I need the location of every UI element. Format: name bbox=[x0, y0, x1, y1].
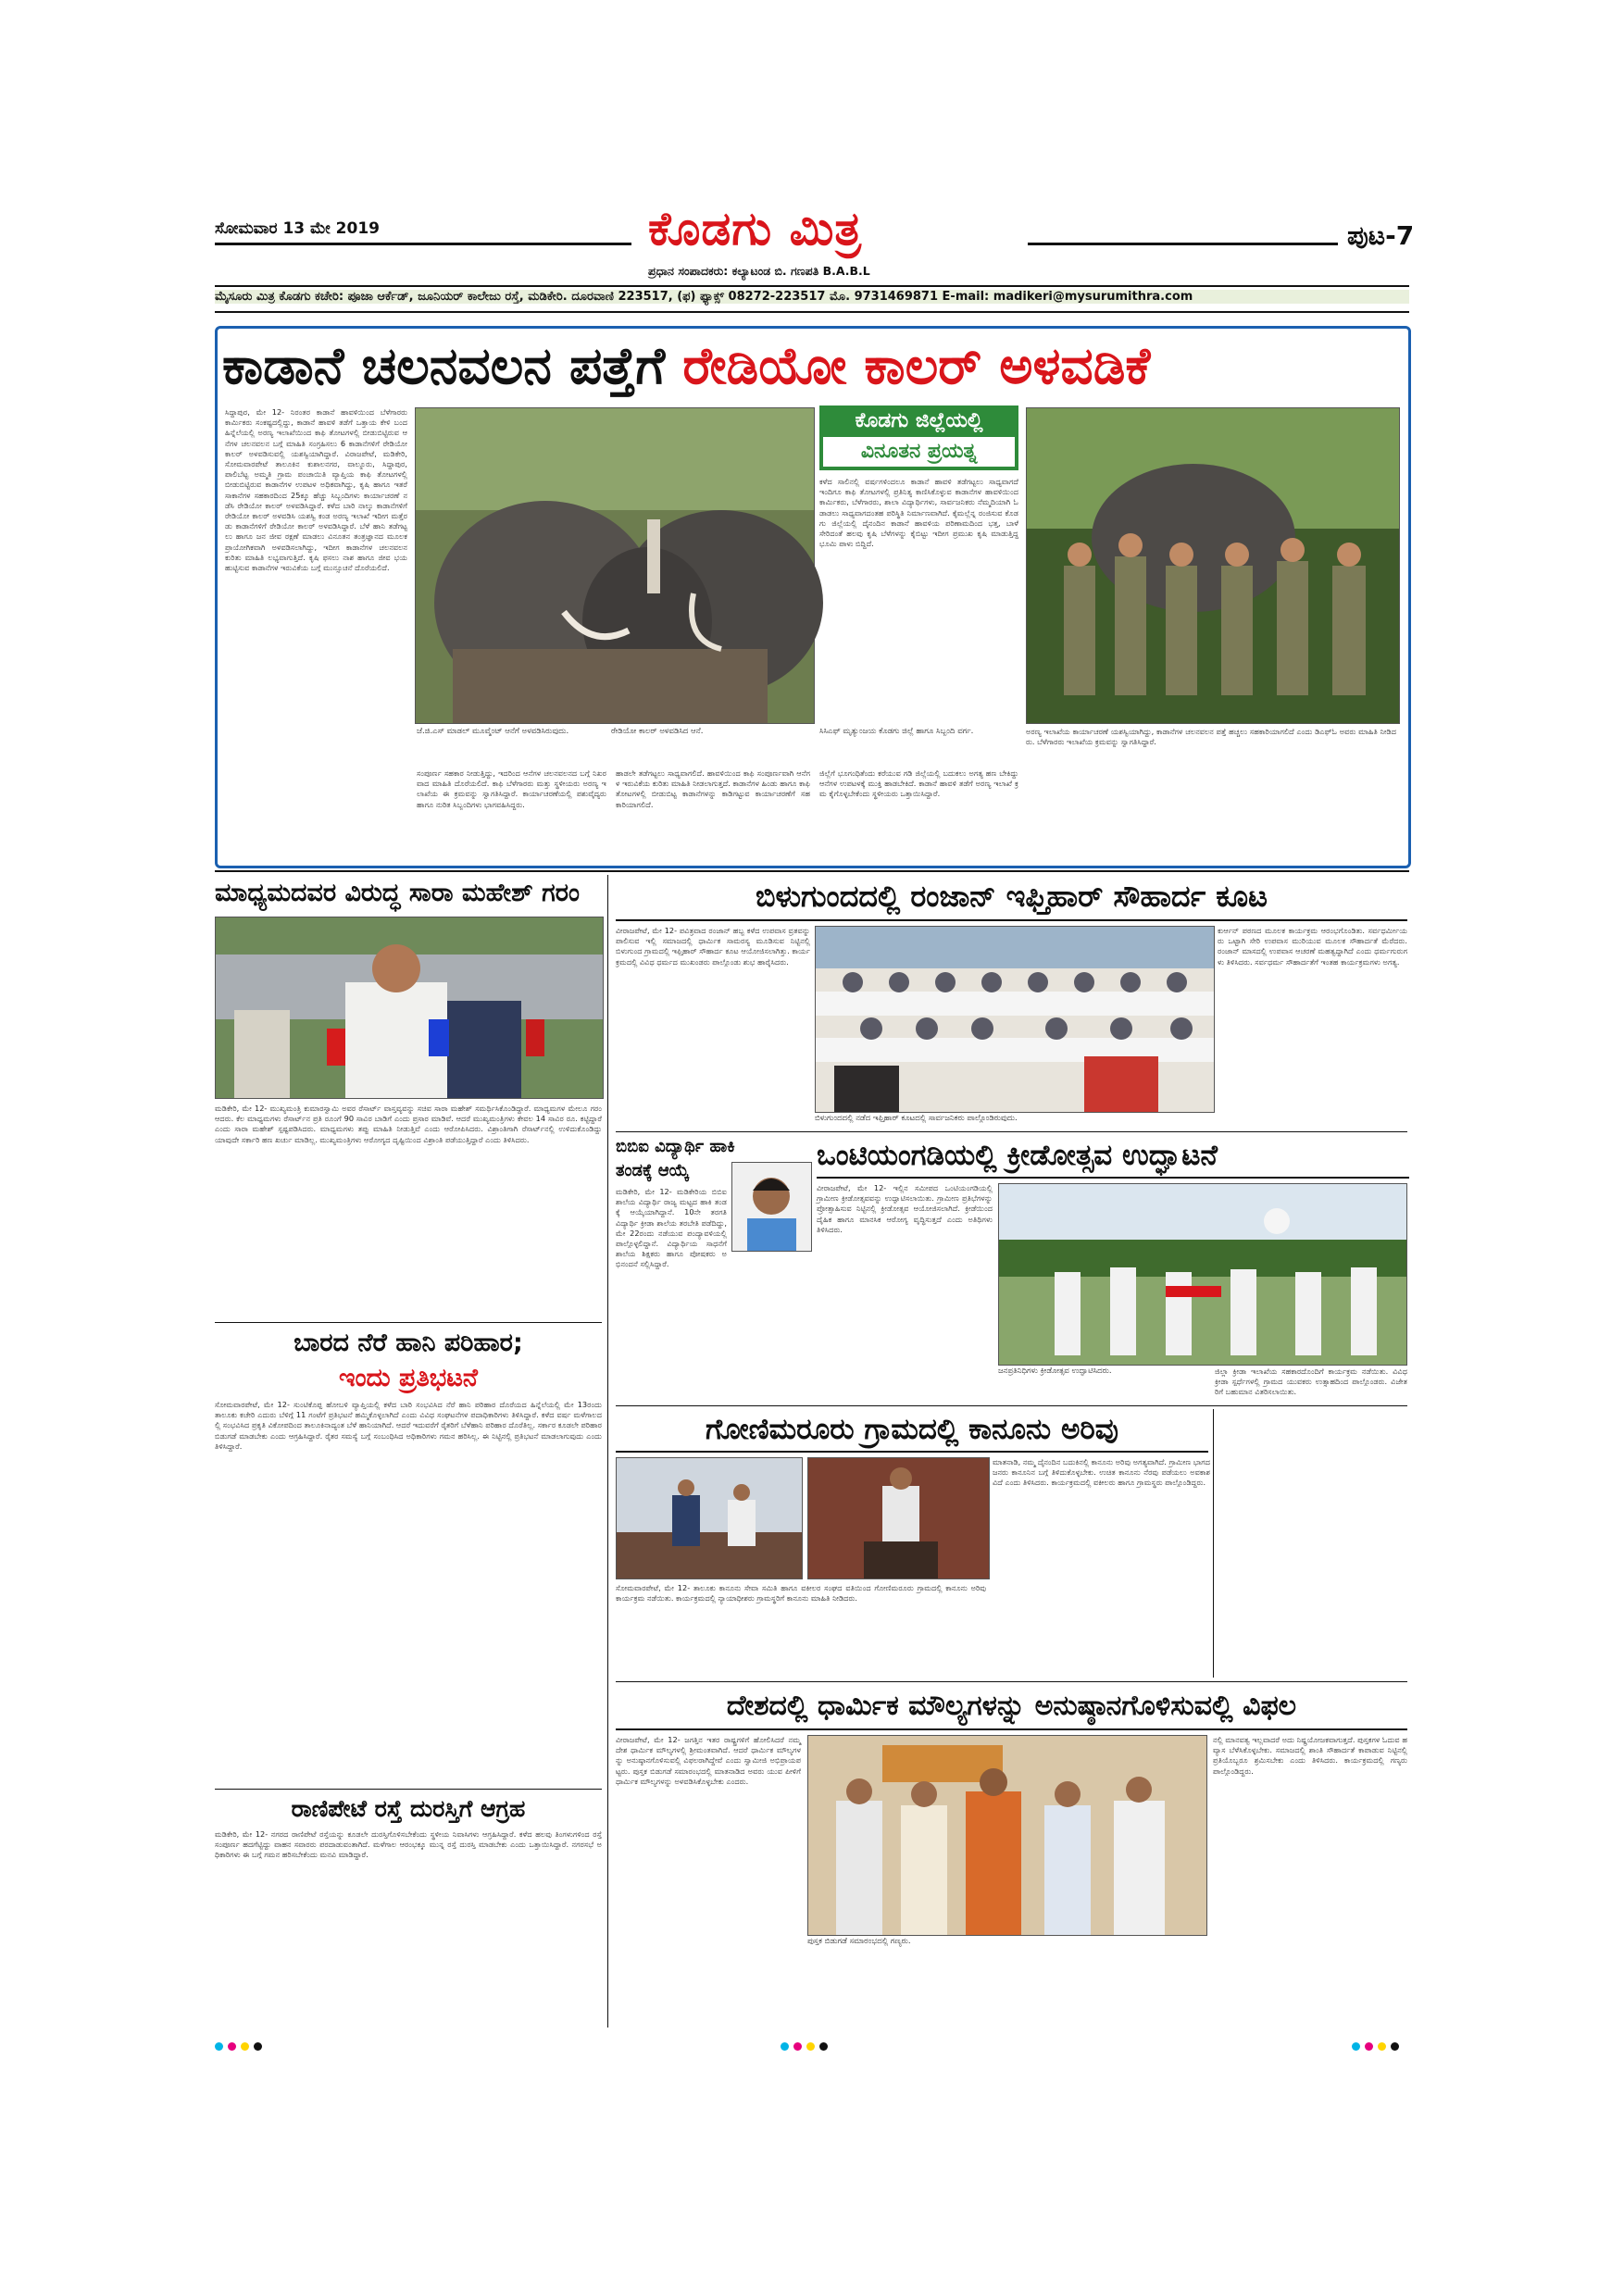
issue-date: ಸೋಮವಾರ 13 ಮೇ 2019 bbox=[215, 219, 380, 238]
section-rule-3 bbox=[215, 1789, 602, 1790]
lead-photo-2-caption: ರೇಡಿಯೋ ಕಾಲರ್ ಅಳವಡಿಸಿದ ಆನೆ. bbox=[611, 727, 704, 736]
masthead-rule-left bbox=[215, 243, 631, 245]
baradanere-headline-2: ಇಂದು ಪ್ರತಿಭಟನೆ bbox=[339, 1364, 478, 1392]
values-caption: ಪುಸ್ತಕ ಬಿಡುಗಡೆ ಸಮಾರಂಭದಲ್ಲಿ ಗಣ್ಯರು. bbox=[807, 1937, 911, 1946]
lead-photo-1-caption: ಜೆ.ಜಿ.ಎಸ್ ಮಾಡಲ್ ಮೂವ್ಮೆಂಟ್ ಆನೆಗೆ ಅಳವಡಿಸಿರುವುದು. bbox=[417, 727, 569, 736]
lead-badge bbox=[819, 406, 1018, 470]
officials-photo bbox=[1026, 407, 1400, 724]
values-rule bbox=[616, 1728, 1407, 1730]
values-photo bbox=[807, 1735, 1207, 1936]
registration-dots-right bbox=[1352, 2037, 1404, 2054]
sports-caption: ಜನಪ್ರತಿನಿಧಿಗಳು ಕ್ರೀಡೋತ್ಸವ ಉದ್ಘಾಟಿಸಿದರು. bbox=[998, 1366, 1112, 1376]
ranipet-body: ಮಡಿಕೇರಿ, ಮೇ 12- ನಗರದ ರಾಣಿಪೇಟೆ ರಸ್ತೆಯನ್ನು ಕೂಡಲೇ ದುರಸ್ತಿಗೊಳಿಸಬೇಕೆಂದು ಸ್ಥಳೀಯ ನಿವಾಸಿಗಳು ಆಗ್ರಹಿಸಿದ್ದಾರೆ. ಕಳೆದ ಹಲವು ತಿಂಗಳುಗಳಿಂದ ರಸ್ತೆ ಸಂಪೂರ್ಣ ಹದಗೆಟ್ಟಿದ್ದು ವಾಹನ ಸವಾರರು ಪರದಾಡುವಂತಾಗಿದೆ. ಮಳೆಗಾಲ ಆರಂಭಕ್ಕೂ ಮುನ್ನ ರಸ್ತೆ ದುರಸ್ತಿ ಮಾಡಬೇಕು ಎಂದು ಒತ್ತಾಯಿಸಿದ್ದಾರೆ. ನಗರಸಭೆ ಅಧಿಕಾರಿಗಳು ಈ ಬಗ್ಗೆ ಗಮನ ಹರಿಸಬೇಕೆಂದು ಮನವಿ ಮಾಡಿದ್ದಾರೆ. bbox=[215, 1829, 602, 1860]
strip-bottom-rule bbox=[215, 311, 1409, 313]
section-rule-6 bbox=[616, 1681, 1407, 1682]
elephants-image bbox=[416, 408, 814, 723]
law-rule bbox=[616, 1451, 1208, 1453]
saramahesh-headline: ಮಾಧ್ಯಮದವರ ವಿರುದ್ಧ ಸಾರಾ ಮಹೇಶ್ ಗರಂ bbox=[215, 879, 580, 907]
lead-col-6: ಅರಣ್ಯ ಇಲಾಖೆಯ ಕಾರ್ಯಾಚರಣೆ ಯಶಸ್ವಿಯಾಗಿದ್ದು, ಕಾಡಾನೆಗಳ ಚಲನವಲನ ಪತ್ತೆ ಹಚ್ಚಲು ಸಹಕಾರಿಯಾಗಲಿದೆ ಎಂದು ಡಿಎಫ್‌ಓ ಅವರು ಮಾಹಿತಿ ನೀಡಿದರು. ಬೆಳೆಗಾರರು ಇಲಾಖೆಯ ಕ್ರಮವನ್ನು ಸ್ವಾಗತಿಸಿದ್ದಾರೆ. bbox=[1026, 727, 1396, 747]
law-photo-2 bbox=[807, 1457, 990, 1579]
law-headline: ಗೋಣಿಮರೂರು ಗ್ರಾಮದಲ್ಲಿ ಕಾನೂನು ಅರಿವು bbox=[705, 1413, 1119, 1446]
lead-badge-line1: ಕೊಡಗು ಜಿಲ್ಲೆಯಲ್ಲಿ bbox=[855, 409, 983, 432]
section-rule-5 bbox=[616, 1405, 1407, 1406]
sports-inauguration-image bbox=[999, 1184, 1406, 1365]
iftar-photo bbox=[815, 926, 1215, 1113]
iftar-gathering-image bbox=[816, 927, 1214, 1112]
iftar-body-right: ಕುರ್ಆನ್ ಪಠಣದ ಮೂಲಕ ಕಾರ್ಯಕ್ರಮ ಆರಂಭಗೊಂಡಿತು. ಸರ್ವಧರ್ಮೀಯರು ಒಟ್ಟಾಗಿ ಸೇರಿ ಉಪವಾಸ ಮುರಿಯುವ ಮೂಲಕ ಸೌಹಾರ್ದತೆ ಮೆರೆದರು. ರಂಜಾನ್ ಮಾಸದಲ್ಲಿ ಉಪವಾಸ ಆಚರಣೆ ಮಹತ್ವದ್ದಾಗಿದೆ ಎಂದು ಧರ್ಮಗುರುಗಳು ತಿಳಿಸಿದರು. ಸರ್ವಧರ್ಮ ಸೌಹಾರ್ದತೆಗೆ ಇಂತಹ ಕಾರ್ಯಕ್ರಮಗಳು ಅಗತ್ಯ. bbox=[1218, 926, 1407, 967]
baradanere-body: ಸೋಮವಾರಪೇಟೆ, ಮೇ 12- ಸುಂಟಿಕೊಪ್ಪ ಹೋಬಳಿ ವ್ಯಾಪ್ತಿಯಲ್ಲಿ ಕಳೆದ ಬಾರಿ ಸಂಭವಿಸಿದ ನೆರೆ ಹಾನಿ ಪರಿಹಾರ ದೊರೆಯದ ಹಿನ್ನೆಲೆಯಲ್ಲಿ ಮೇ 13ರಂದು ತಾಲೂಕು ಕಚೇರಿ ಎದುರು ಬೆಳಿಗ್ಗೆ 11 ಗಂಟೆಗೆ ಪ್ರತಿಭಟನೆ ಹಮ್ಮಿಕೊಳ್ಳಲಾಗಿದೆ ಎಂದು ವಿವಿಧ ಸಂಘಟನೆಗಳ ಪದಾಧಿಕಾರಿಗಳು ತಿಳಿಸಿದ್ದಾರೆ. ಕಳೆದ ವರ್ಷ ಮಳೆಗಾಲದಲ್ಲಿ ಸಂಭವಿಸಿದ ಪ್ರಕೃತಿ ವಿಕೋಪದಿಂದ ತಾಲೂಕಿನಾದ್ಯಂತ ಬೆಳೆ ಹಾನಿಯಾಗಿದೆ. ಆದರೆ ಇದುವರೆಗೆ ರೈತರಿಗೆ ಬೆಳೆಹಾನಿ ಪರಿಹಾರ ದೊರೆತಿಲ್ಲ. ಸರ್ಕಾರ ಕೂಡಲೇ ಪರಿಹಾರ ಬಿಡುಗಡೆ ಮಾಡಬೇಕು ಎಂದು ಆಗ್ರಹಿಸಿದ್ದಾರೆ. ರೈತರ ಸಮಸ್ಯೆ ಬಗ್ಗೆ ಸಂಬಂಧಿಸಿದ ಅಧಿಕಾರಿಗಳು ಗಮನ ಹರಿಸಿಲ್ಲ. ಈ ನಿಟ್ಟಿನಲ್ಲಿ ಪ್ರತಿಭಟನೆ ಮಾಡಲಾಗುವುದು ಎಂದು ತಿಳಿಸಿದ್ದಾರೆ. bbox=[215, 1400, 602, 1451]
student-headline-1: ಬಿಬಿಐ ವಿದ್ಯಾರ್ಥಿ ಹಾಕಿ bbox=[616, 1137, 735, 1156]
minister-press-image bbox=[216, 917, 603, 1098]
values-body-2: ನಲ್ಲಿ ಮಾನವತ್ವ ಇಲ್ಲವಾದರೆ ಅದು ನಿಷ್ಪ್ರಯೋಜಕವಾಗುತ್ತದೆ. ಪುಸ್ತಕಗಳ ಓದುವ ಹವ್ಯಾಸ ಬೆಳೆಸಿಕೊಳ್ಳಬೇಕು. ಸಮಾಜದಲ್ಲಿ ಶಾಂತಿ ಸೌಹಾರ್ದತೆ ಕಾಪಾಡುವ ನಿಟ್ಟಿನಲ್ಲಿ ಪ್ರತಿಯೊಬ್ಬರೂ ಶ್ರಮಿಸಬೇಕು ಎಂದು ತಿಳಿಸಿದರು. ಕಾರ್ಯಕ್ರಮದಲ್ಲಿ ಗಣ್ಯರು ಪಾಲ್ಗೊಂಡಿದ್ದರು. bbox=[1213, 1735, 1407, 1776]
sports-headline: ಒಂಟಿಯಂಗಡಿಯಲ್ಲಿ ಕ್ರೀಡೋತ್ಸವ ಉದ್ಘಾಟನೆ bbox=[817, 1139, 1218, 1172]
law-event-stage-image bbox=[617, 1458, 802, 1578]
iftar-headline: ಬಿಳುಗುಂದದಲ್ಲಿ ರಂಜಾನ್ ಇಫ್ತಿಹಾರ್ ಸೌಹಾರ್ದ ಕೂಟ bbox=[755, 879, 1268, 914]
iftar-body-left: ವೀರಾಜಪೇಟೆ, ಮೇ 12- ಪವಿತ್ರವಾದ ರಂಜಾನ್ ಹಬ್ಬ ಕಳೆದ ಉಪವಾಸ ವ್ರತವನ್ನು ಪಾಲಿಸುವ ಇಲ್ಲಿ ಸಮಾಜದಲ್ಲಿ ಧಾರ್ಮಿಕ ಸಾಮರಸ್ಯ ಮೂಡಿಸುವ ನಿಟ್ಟಿನಲ್ಲಿ ಬಿಳುಗುಂದ ಗ್ರಾಮದಲ್ಲಿ ಇಫ್ತಿಹಾರ್ ಸೌಹಾರ್ದ ಕೂಟ ಆಯೋಜಿಸಲಾಗಿತ್ತು. ಕಾರ್ಯಕ್ರಮದಲ್ಲಿ ವಿವಿಧ ಧರ್ಮದ ಮುಖಂಡರು ಪಾಲ್ಗೊಂಡು ಶುಭ ಹಾರೈಸಿದರು. bbox=[616, 926, 810, 967]
sports-rule bbox=[817, 1177, 1409, 1179]
student-headline-2: ತಂಡಕ್ಕೆ ಆಯ್ಕೆ bbox=[616, 1161, 690, 1180]
baradanere-headline-1: ಬಾರದ ನೆರೆ ಹಾನಿ ಪರಿಹಾರ; bbox=[294, 1329, 523, 1357]
lead-badge-line2: ವಿನೂತನ ಪ್ರಯತ್ನ bbox=[823, 437, 1015, 467]
ranipet-headline: ರಾಣಿಪೇಟೆ ರಸ್ತೆ ದುರಸ್ತಿಗೆ ಆಗ್ರಹ bbox=[291, 1795, 526, 1822]
section-rule-4 bbox=[616, 1131, 1407, 1132]
values-body: ವೀರಾಜಪೇಟೆ, ಮೇ 12- ಜಗತ್ತಿನ ಇತರ ರಾಷ್ಟ್ರಗಳಿಗೆ ಹೋಲಿಸಿದರೆ ನಮ್ಮ ದೇಶ ಧಾರ್ಮಿಕ ಮೌಲ್ಯಗಳಲ್ಲಿ ಶ್ರೀಮಂತವಾಗಿದೆ. ಆದರೆ ಧಾರ್ಮಿಕ ಮೌಲ್ಯಗಳನ್ನು ಅನುಷ್ಠಾನಗೊಳಿಸುವಲ್ಲಿ ವಿಫಲರಾಗಿದ್ದೇವೆ ಎಂದು ಸ್ವಾಮೀಜಿ ಅಭಿಪ್ರಾಯಪಟ್ಟರು. ಪುಸ್ತಕ ಬಿಡುಗಡೆ ಸಮಾರಂಭದಲ್ಲಿ ಮಾತನಾಡಿದ ಅವರು ಯುವ ಪೀಳಿಗೆ ಧಾರ್ಮಿಕ ಮೌಲ್ಯಗಳನ್ನು ಅಳವಡಿಸಿಕೊಳ್ಳಬೇಕು ಎಂದರು. bbox=[616, 1735, 801, 1786]
lead-col-3: ಹಾಡಲೇ ತಡೆಗಟ್ಟಲು ಸಾಧ್ಯವಾಗಲಿದೆ. ಹಾವಳಿಯಿಂದ ಕಾಫಿ ಸಂಪೂರ್ಣವಾಗಿ ಆನೆಗಳ ಇರುವಿಕೆಯ ಕುರಿತು ಮಾಹಿತಿ ನೀಡಲಾಗುತ್ತದೆ. ಕಾಡಾನೆಗಳ ಹಿಂಡು ಹಾಗೂ ಕಾಫಿ ತೋಟಗಳಲ್ಲಿ ಬೀಡುಬಿಟ್ಟ ಕಾಡಾನೆಗಳನ್ನು ಕಾಡಿಗಟ್ಟುವ ಕಾರ್ಯಾಚರಣೆಗೆ ಸಹಕಾರಿಯಾಗಲಿದೆ. bbox=[616, 768, 810, 809]
forest-officials-image bbox=[1027, 408, 1399, 723]
page-number: ಪುಟ-7 bbox=[1347, 220, 1415, 251]
sports-body: ವೀರಾಜಪೇಟೆ, ಮೇ 12- ಇಲ್ಲಿನ ಸಮೀಪದ ಒಂಟಿಯಂಗಡಿಯಲ್ಲಿ ಗ್ರಾಮೀಣ ಕ್ರೀಡೋತ್ಸವವನ್ನು ಉದ್ಘಾಟಿಸಲಾಯಿತು. ಗ್ರಾಮೀಣ ಪ್ರತಿಭೆಗಳನ್ನು ಪ್ರೋತ್ಸಾಹಿಸುವ ನಿಟ್ಟಿನಲ್ಲಿ ಕ್ರೀಡೋತ್ಸವ ಆಯೋಜಿಸಲಾಗಿದೆ. ಕ್ರೀಡೆಯಿಂದ ದೈಹಿಕ ಹಾಗೂ ಮಾನಸಿಕ ಆರೋಗ್ಯ ವೃದ್ಧಿಸುತ್ತದೆ ಎಂದು ಅತಿಥಿಗಳು ತಿಳಿಸಿದರು. bbox=[817, 1183, 993, 1234]
lead-headline bbox=[222, 333, 1398, 398]
book-release-image bbox=[808, 1736, 1206, 1935]
registration-dots-center bbox=[781, 2037, 832, 2054]
press-meet-photo bbox=[215, 917, 604, 1099]
iftar-caption: ಬಿಳುಗುಂದದಲ್ಲಿ ನಡೆದ ಇಫ್ತಿಹಾರ್ ಕೂಟದಲ್ಲಿ ಸಾರ್ವಜನಿಕರು ಪಾಲ್ಗೊಂಡಿರುವುದು. bbox=[815, 1114, 1018, 1123]
lead-col-2: ಸಂಪೂರ್ಣ ಸಹಕಾರ ನೀಡುತ್ತಿದ್ದು, ಇದರಿಂದ ಆನೆಗಳ ಚಲನವಲನದ ಬಗ್ಗೆ ನಿಖರವಾದ ಮಾಹಿತಿ ದೊರೆಯಲಿದೆ. ಕಾಫಿ ಬೆಳೆಗಾರರು ಮತ್ತು ಸ್ಥಳೀಯರು ಅರಣ್ಯ ಇಲಾಖೆಯ ಈ ಕ್ರಮವನ್ನು ಸ್ವಾಗತಿಸಿದ್ದಾರೆ. ಕಾರ್ಯಾಚರಣೆಯಲ್ಲಿ ಪಶುವೈದ್ಯರು ಹಾಗೂ ನುರಿತ ಸಿಬ್ಬಂದಿಗಳು ಭಾಗವಹಿಸಿದ್ದರು. bbox=[417, 768, 606, 809]
lead-headline-black: ಕಾಡಾನೆ ಚಲನವಲನ ಪತ್ತೆಗೆ bbox=[222, 336, 666, 395]
masthead-rule-right bbox=[1028, 243, 1338, 245]
elephant-photo-1 bbox=[415, 407, 815, 724]
law-speaker-image bbox=[808, 1458, 989, 1578]
values-headline: ದೇಶದಲ್ಲಿ ಧಾರ್ಮಿಕ ಮೌಲ್ಯಗಳನ್ನು ಅನುಷ್ಠಾನಗೊಳಿಸುವಲ್ಲಿ ವಿಫಲ bbox=[726, 1690, 1297, 1722]
strip-top-rule bbox=[215, 285, 1409, 287]
sports-side: ಜಿಲ್ಲಾ ಕ್ರೀಡಾ ಇಲಾಖೆಯ ಸಹಕಾರದೊಂದಿಗೆ ಕಾರ್ಯಕ್ರಮ ನಡೆಯಿತು. ವಿವಿಧ ಕ್ರೀಡಾ ಸ್ಪರ್ಧೆಗಳಲ್ಲಿ ಗ್ರಾಮದ ಯುವಕರು ಉತ್ಸಾಹದಿಂದ ಪಾಲ್ಗೊಂಡರು. ವಿಜೇತರಿಗೆ ಬಹುಮಾನ ವಿತರಿಸಲಾಯಿತು. bbox=[1215, 1366, 1407, 1397]
section-rule-1 bbox=[215, 870, 1409, 872]
student-photo bbox=[731, 1162, 812, 1252]
newspaper-title: ಕೊಡಗು ಮಿತ್ರ bbox=[648, 202, 863, 256]
registration-dots-left bbox=[215, 2037, 267, 2054]
student-portrait-image bbox=[732, 1163, 811, 1251]
column-separator-left bbox=[607, 875, 608, 2028]
saramahesh-body: ಮಡಿಕೇರಿ, ಮೇ 12- ಮುಖ್ಯಮಂತ್ರಿ ಕುಮಾರಸ್ವಾಮಿ ಅವರ ರೆಸಾರ್ಟ್ ವಾಸ್ತವ್ಯವನ್ನು ಸಚಿವ ಸಾರಾ ಮಹೇಶ್ ಸಮರ್ಥಿಸಿಕೊಂಡಿದ್ದಾರೆ. ಮಾಧ್ಯಮಗಳ ಮೇಲೂ ಗರಂ ಆದರು. ಕೆಲ ಮಾಧ್ಯಮಗಳು ರೆಸಾರ್ಟ್‌ನ ಪ್ರತಿ ರೂಂಗೆ 90 ಸಾವಿರ ಬಾಡಿಗೆ ಎಂದು ಪ್ರಸಾರ ಮಾಡಿವೆ. ಆದರೆ ಮುಖ್ಯಮಂತ್ರಿಗಳು ಕೇವಲ 14 ಸಾವಿರ ರೂ. ಕಟ್ಟಿದ್ದಾರೆ ಎಂದು ಸಾರಾ ಮಹೇಶ್ ಸ್ಪಷ್ಟಪಡಿಸಿದರು. ಮಾಧ್ಯಮಗಳು ತಪ್ಪು ಮಾಹಿತಿ ನೀಡುತ್ತಿವೆ ಎಂದು ಆರೋಪಿಸಿದರು. ವಿಶ್ರಾಂತಿಗಾಗಿ ರೆಸಾರ್ಟ್‌ನಲ್ಲಿ ಉಳಿದುಕೊಂಡಿದ್ದು ಯಾವುದೇ ಸರ್ಕಾರಿ ಹಣ ಖರ್ಚು ಮಾಡಿಲ್ಲ. ಮುಖ್ಯಮಂತ್ರಿಗಳು ಆರೋಗ್ಯದ ದೃಷ್ಟಿಯಿಂದ ವಿಶ್ರಾಂತಿ ಪಡೆಯುತ್ತಿದ್ದಾರೆ ಎಂದು ತಿಳಿಸಿದರು. bbox=[215, 1104, 602, 1144]
lead-col-5: ಜಿಲ್ಲೆಗೆ ಭೂಗಂಧಿತೆಂದು ಕರೆಯುವ ಗಡಿ ಜಿಲ್ಲೆಯಲ್ಲಿ ಬದುಕಲು ಅಗತ್ಯ ಹಣ ಬೇಕಿದ್ದು ಆನೆಗಳ ಉಪಟಳಕ್ಕೆ ಮುಕ್ತಿ ಹಾಡಬೇಕಿದೆ. ಕಾಡಾನೆ ಹಾವಳಿ ತಡೆಗೆ ಅರಣ್ಯ ಇಲಾಖೆ ಕ್ರಮ ಕೈಗೊಳ್ಳಬೇಕೆಂದು ಸ್ಥಳೀಯರು ಒತ್ತಾಯಿಸಿದ್ದಾರೆ. bbox=[819, 768, 1018, 799]
student-body-cont bbox=[616, 1261, 810, 1400]
values-body-cont bbox=[807, 1953, 1206, 2023]
lead-col-4: ಕಳೆದ ಸಾಲಿನಲ್ಲಿ ವರ್ಷಗಳಿಂದಲೂ ಕಾಡಾನೆ ಹಾವಳಿ ತಡೆಗಟ್ಟಲು ಸಾಧ್ಯವಾಗದೆ ಇಂದಿಗೂ ಕಾಫಿ ತೋಟಗಳಲ್ಲಿ ಪ್ರತಿನಿತ್ಯ ಕಾಣಿಸಿಕೊಳ್ಳುವ ಕಾಡಾನೆಗಳ ಹಾವಳಿಯಿಂದ ಕಾರ್ಮಿಕರು, ಬೆಳೆಗಾರರು, ಶಾಲಾ ವಿದ್ಯಾರ್ಥಿಗಳು, ಸಾರ್ವಜನಿಕರು ನೆಮ್ಮದಿಯಾಗಿ ಓಡಾಡಲು ಸಾಧ್ಯವಾಗದಂತಹ ಪರಿಸ್ಥಿತಿ ನಿರ್ಮಾಣವಾಗಿದೆ. ಕೈಮಲ್ಲೆನ್ನ ರಂಜಿಸುವ ಕೊಡಗು ಜಿಲ್ಲೆಯಲ್ಲಿ ದೈನಂದಿನ ಕಾಡಾನೆ ಹಾವಳಿಯ ಪರಿಣಾಮದಿಂದ ಭತ್ತ, ಬಾಳೆ ಸೇರಿದಂತೆ ಹಲವು ಕೃಷಿ ಬೆಳೆಗಳನ್ನು ಕೈಬಿಟ್ಟು ಇದೀಗ ಪ್ರಮುಖ ಕೃಷಿ ಮಾಡುತ್ತಿದ್ದ ಭೂಮಿ ಪಾಳು ಬಿದ್ದಿದೆ. bbox=[819, 477, 1018, 549]
student-body: ಮಡಿಕೇರಿ, ಮೇ 12- ಮಡಿಕೇರಿಯ ಬಿಬಿಐ ಶಾಲೆಯ ವಿದ್ಯಾರ್ಥಿ ರಾಜ್ಯ ಮಟ್ಟದ ಹಾಕಿ ತಂಡಕ್ಕೆ ಆಯ್ಕೆಯಾಗಿದ್ದಾನೆ. 10ನೇ ತರಗತಿ ವಿದ್ಯಾರ್ಥಿ ಕ್ರೀಡಾ ಶಾಲೆಯ ತರಬೇತಿ ಪಡೆದಿದ್ದು, ಮೇ 22ರಂದು ನಡೆಯುವ ಪಂದ್ಯಾವಳಿಯಲ್ಲಿ ಪಾಲ್ಗೊಳ್ಳಲಿದ್ದಾನೆ. ವಿದ್ಯಾರ್ಥಿಯ ಸಾಧನೆಗೆ ಶಾಲೆಯ ಶಿಕ್ಷಕರು ಹಾಗೂ ಪೋಷಕರು ಅಭಿನಂದನೆ ಸಲ್ಲಿಸಿದ್ದಾರೆ. bbox=[616, 1187, 727, 1269]
law-body: ಸೋಮವಾರಪೇಟೆ, ಮೇ 12- ತಾಲೂಕು ಕಾನೂನು ಸೇವಾ ಸಮಿತಿ ಹಾಗೂ ವಕೀಲರ ಸಂಘದ ವತಿಯಿಂದ ಗೋಣಿಮರೂರು ಗ್ರಾಮದಲ್ಲಿ ಕಾನೂನು ಅರಿವು ಕಾರ್ಯಕ್ರಮ ನಡೆಯಿತು. ಕಾರ್ಯಕ್ರಮದಲ್ಲಿ ನ್ಯಾಯಾಧೀಶರು ಗ್ರಾಮಸ್ಥರಿಗೆ ಕಾನೂನು ಮಾಹಿತಿ ನೀಡಿದರು. bbox=[616, 1583, 986, 1603]
iftar-rule bbox=[616, 919, 1407, 921]
section-rule-2 bbox=[215, 1322, 602, 1323]
lead-col-1: ಸಿದ್ದಾಪುರ, ಮೇ 12- ನಿರಂತರ ಕಾಡಾನೆ ಹಾವಳಿಯಿಂದ ಬೆಳೆಗಾರರು ಕಾರ್ಮಿಕರು ಸಂಕಷ್ಟದಲ್ಲಿದ್ದು, ಕಾಡಾನೆ ಹಾವಳಿ ತಡೆಗೆ ಒತ್ತಾಯ ಕೇಳಿ ಬಂದ ಹಿನ್ನೆಲೆಯಲ್ಲಿ ಅರಣ್ಯ ಇಲಾಖೆಯಿಂದ ಕಾಫಿ ತೋಟಗಳಲ್ಲಿ ಬೀಡುಬಿಟ್ಟಿರುವ ಆನೆಗಳ ಚಲನವಲನ ಬಗ್ಗೆ ಮಾಹಿತಿ ಸಂಗ್ರಹಿಸಲು 6 ಕಾಡಾನೆಗಳಿಗೆ ರೇಡಿಯೋ ಕಾಲರ್ ಅಳವಡಿಸುವಲ್ಲಿ ಯಶಸ್ವಿಯಾಗಿದ್ದಾರೆ. ವಿರಾಜಪೇಟೆ, ಮಡಿಕೇರಿ, ಸೋಮವಾರಪೇಟೆ ತಾಲೂಕಿನ ಕುಶಾಲನಗರ, ವಾಲ್ನೂರು, ಸಿದ್ದಾಪುರ, ಪಾಲಿಬೆಟ್ಟ ಅಮ್ಮತಿ ಗ್ರಾಮ ಪಂಚಾಯಿತಿ ವ್ಯಾಪ್ತಿಯ ಕಾಫಿ ತೋಟಗಳಲ್ಲಿ ಬೀಡುಬಿಟ್ಟಿರುವ ಕಾಡಾನೆಗಳ ಉಪಟಳ ಅಧಿಕವಾಗಿದ್ದು, ಕೃಷಿ ಹಾಗೂ ಇತರೆ ಸಾಕಾನೆಗಳ ಸಹಕಾರದಿಂದ 25ಕ್ಕೂ ಹೆಚ್ಚು ಸಿಬ್ಬಂದಿಗಳು ಕಾರ್ಯಾಚರಣೆ ನಡೆಸಿ ರೇಡಿಯೋ ಕಾಲರ್ ಅಳವಡಿಸಿದ್ದಾರೆ. ಕಳೆದ ಬಾರಿ ನಾಲ್ಕು ಕಾಡಾನೆಗಳಿಗೆ ರೇಡಿಯೋ ಕಾಲರ್ ಅಳವಡಿಸಿ ಯಶಸ್ವಿ ಕಂಡ ಅರಣ್ಯ ಇಲಾಖೆ ಇದೀಗ ಮತ್ತೆರಡು ಕಾಡಾನೆಗಳಿಗೆ ರೇಡಿಯೋ ಕಾಲರ್ ಅಳವಡಿಸಿದ್ದಾರೆ. ಬೆಳೆ ಹಾನಿ ತಡೆಗಟ್ಟಲು ಹಾಗೂ ಜನ ಜೀವ ರಕ್ಷಣೆ ಮಾಡಲು ವಿನೂತನ ತಂತ್ರಜ್ಞಾನದ ಮೂಲಕ ಪ್ರಾಯೋಗಿಕವಾಗಿ ಅಳವಡಿಸಲಾಗಿದ್ದು, ಇದೀಗ ಕಾಡಾನೆಗಳ ಚಲನವಲನ ಕುರಿತು ಮಾಹಿತಿ ಲಭ್ಯವಾಗುತ್ತಿದೆ. ಕೃಷಿ ಫಸಲು ನಾಶ ಹಾಗೂ ಜೀವ ಭಯ ಹುಟ್ಟಿಸುವ ಕಾಡಾನೆಗಳ ಇರುವಿಕೆಯ ಬಗ್ಗೆ ಮುನ್ಸೂಚನೆ ದೊರೆಯಲಿದೆ. bbox=[225, 407, 407, 573]
lead-photo-3-caption: ಸಿಸಿಎಫ್ ಮೃತ್ಯುಂಜಯ ಕೊಡಗು ಜಿಲ್ಲೆ ಹಾಗೂ ಸಿಬ್ಬಂದಿ ವರ್ಗ. bbox=[819, 727, 974, 736]
sports-side-col bbox=[1218, 1409, 1407, 1676]
column-separator-right bbox=[1213, 1409, 1214, 1678]
lead-headline-red: ರೇಡಿಯೋ ಕಾಲರ್ ಅಳವಡಿಕೆ bbox=[682, 336, 1151, 395]
chief-editor: ಪ್ರಧಾನ ಸಂಪಾದಕರು: ಕಲ್ಯಾಟಂಡ ಬಿ. ಗಣಪತಿ B.A.B.L bbox=[648, 264, 870, 278]
office-contact-strip: ಮೈಸೂರು ಮಿತ್ರ ಕೊಡಗು ಕಚೇರಿ: ಪೂಜಾ ಆರ್ಕೆಡ್, ಜೂನಿಯರ್ ಕಾಲೇಜು ರಸ್ತೆ, ಮಡಿಕೇರಿ. ದೂರವಾಣಿ 223517, (ಫ) ಫ್ಯಾಕ್ಸ್ 08272-223517 ಮೊ. 9731469871 E-mail: madikeri@mysurumithra.com bbox=[215, 290, 1409, 304]
law-body-2: ಮಾತನಾಡಿ, ನಮ್ಮ ದೈನಂದಿನ ಬದುಕಿನಲ್ಲಿ ಕಾನೂನು ಅರಿವು ಅಗತ್ಯವಾಗಿದೆ. ಗ್ರಾಮೀಣ ಭಾಗದ ಜನರು ಕಾನೂನಿನ ಬಗ್ಗೆ ತಿಳಿದುಕೊಳ್ಳಬೇಕು. ಉಚಿತ ಕಾನೂನು ನೆರವು ಪಡೆಯಲು ಅವಕಾಶವಿದೆ ಎಂದು ತಿಳಿಸಿದರು. ಕಾರ್ಯಕ್ರಮದಲ್ಲಿ ವಕೀಲರು ಹಾಗೂ ಗ್ರಾಮಸ್ಥರು ಪಾಲ್ಗೊಂಡಿದ್ದರು. bbox=[993, 1457, 1210, 1488]
law-photo-1 bbox=[616, 1457, 803, 1579]
sports-photo bbox=[998, 1183, 1407, 1366]
